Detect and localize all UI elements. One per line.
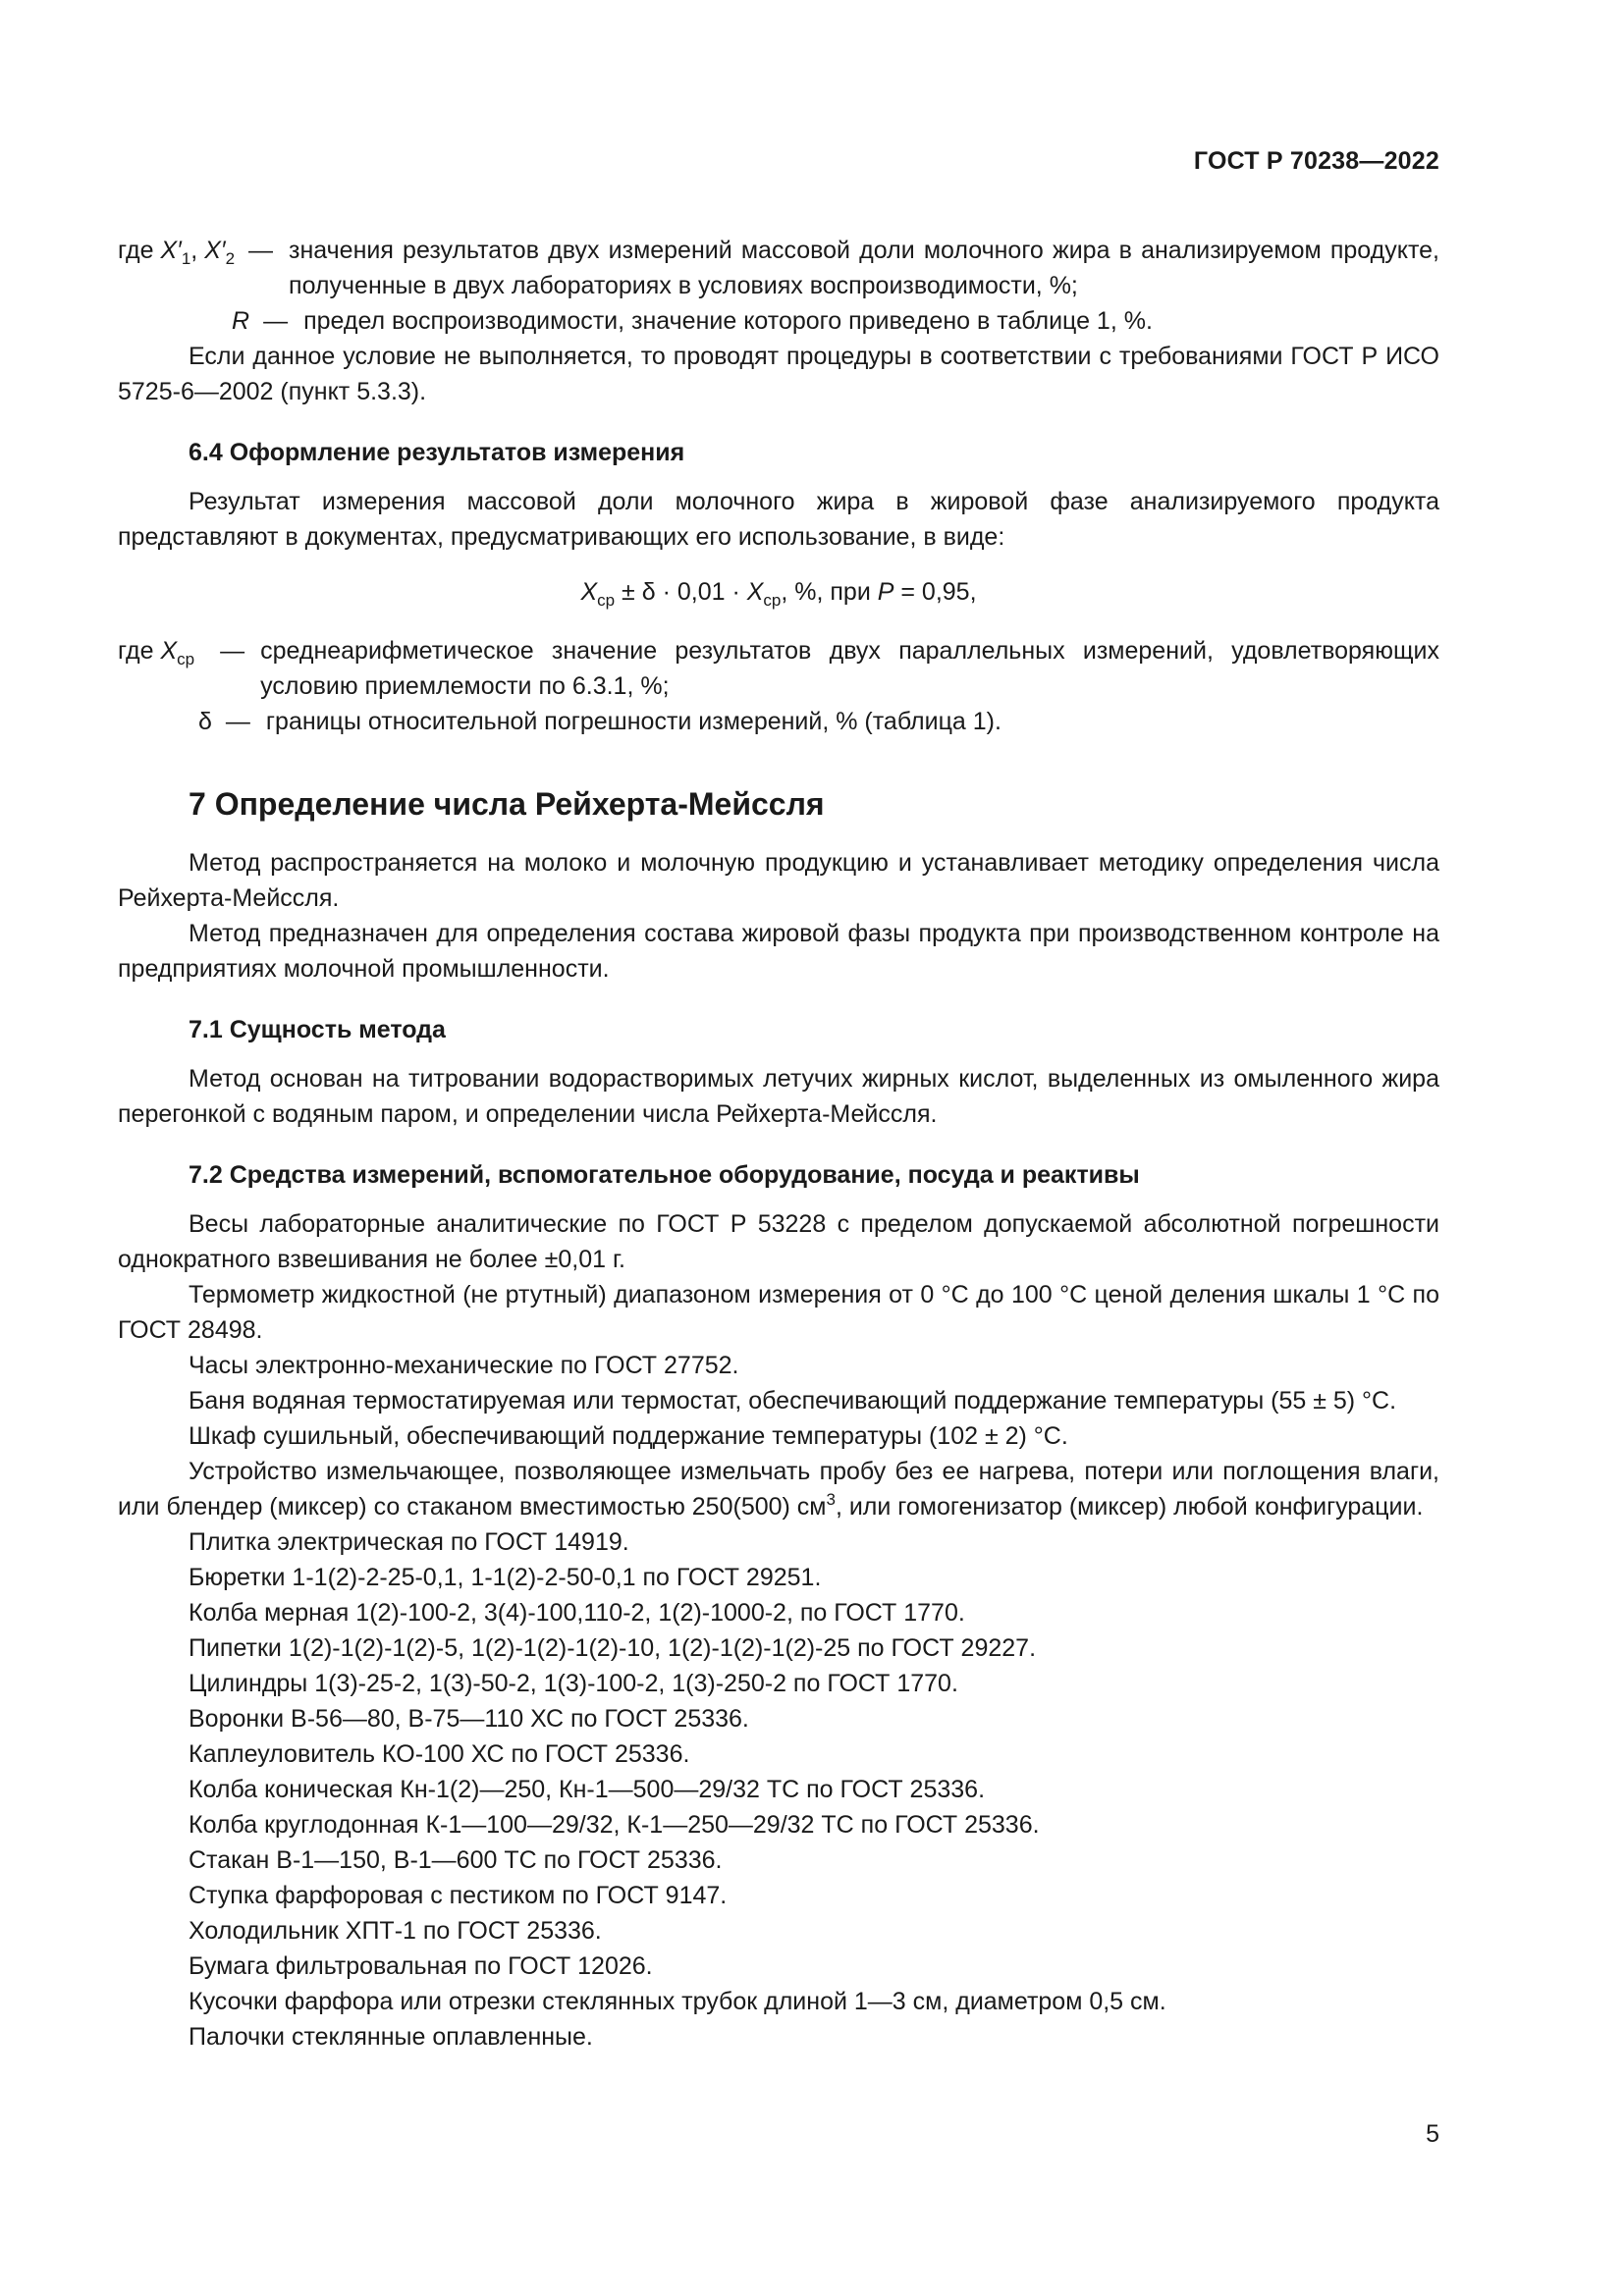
paragraph-thermometer: Термометр жидкостной (не ртутный) диапазоном измерения от 0 °С до 100 °С ценой деления шкалы 1 °С по ГОСТ 28498.: [118, 1281, 1439, 1344]
list-item: Кусочки фарфора или отрезки стеклянных трубок длиной 1—3 см, диаметром 0,5 см.: [189, 1988, 1166, 2015]
formula-result: $X_{ср} \pm \delta \cdot 0,01 \cdot X_{ср}$, %, при P = 0,95,: [580, 578, 977, 610]
list-item: Палочки стеклянные оплавленные.: [189, 2023, 593, 2051]
where-dash: —: [263, 307, 289, 335]
list-item: Колба мерная 1(2)-100-2, 3(4)-100,110-2, 1(2)-1000-2, по ГОСТ 1770.: [189, 1599, 965, 1627]
where-text: значения результатов двух измерений массовой доли молочного жира в анализируемом продукте, полученные в двух лабораториях в условиях воспроизводимости, %;: [289, 237, 1439, 299]
list-item: Холодильник ХПТ-1 по ГОСТ 25336.: [189, 1917, 602, 1945]
list-item: Бумага фильтровальная по ГОСТ 12026.: [189, 1952, 653, 1980]
page-number: 5: [1426, 2120, 1439, 2148]
paragraph-grinder: Устройство измельчающее, позволяющее измельчать пробу без ее нагрева, потери или поглощения влаги, или блендер (миксер) со стаканом вместимостью 250(500) $см^3$, или гомогенизатор (миксер) любой конфигурации.: [118, 1458, 1439, 1521]
list-item: Пипетки 1(2)-1(2)-1(2)-5, 1(2)-1(2)-1(2)-10, 1(2)-1(2)-1(2)-25 по ГОСТ 29227.: [189, 1634, 1037, 1662]
where-dash: —: [220, 637, 245, 665]
where-label: где $X'_1$, $X'_2$: [118, 237, 236, 268]
paragraph-7-purpose: Метод предназначен для определения состава жировой фазы продукта при производственном контроле на предприятиях молочной промышленности.: [118, 920, 1439, 983]
where-label: δ: [198, 708, 212, 735]
paragraph-7-scope: Метод распространяется на молоко и молочную продукцию и устанавливает методику определения числа Рейхерта-Мейссля.: [118, 849, 1439, 912]
paragraph-condition: Если данное условие не выполняется, то проводят процедуры в соответствии с требованиями ГОСТ Р ИСО 5725-6—2002 (пункт 5.3.3).: [118, 343, 1439, 405]
paragraph-scales: Весы лабораторные аналитические по ГОСТ Р 53228 с пределом допускаемой абсолютной погрешности однократного взвешивания не более ±0,01 г.: [118, 1210, 1439, 1273]
page-content: [118, 233, 1439, 2055]
where-dash: —: [248, 237, 274, 264]
list-item: Бюретки 1-1(2)-2-25-0,1, 1-1(2)-2-50-0,1 по ГОСТ 29251.: [189, 1564, 822, 1591]
where-dash: —: [225, 708, 250, 735]
list-item: Стакан В-1—150, В-1—600 ТС по ГОСТ 25336.: [189, 1846, 723, 1874]
list-item: Воронки В-56—80, В-75—110 ХС по ГОСТ 25336.: [189, 1705, 749, 1733]
where-definition-xcp: [118, 633, 1439, 704]
where-definition-r: [118, 303, 1439, 339]
paragraph-drying-oven: Шкаф сушильный, обеспечивающий поддержание температуры (102 ± 2) °С.: [189, 1422, 1068, 1450]
where-text: границы относительной погрешности измерений, % (таблица 1).: [265, 708, 1001, 735]
where-label: где $X_{ср}$: [118, 637, 195, 668]
section-heading-7: 7 Определение числа Рейхерта-Мейссля: [189, 786, 825, 822]
list-item: Каплеуловитель КО-100 ХС по ГОСТ 25336.: [189, 1740, 690, 1768]
paragraph-water-bath: Баня водяная термостатируемая или термостат, обеспечивающий поддержание температуры (55 ± 5) °С.: [189, 1387, 1397, 1415]
list-item: Плитка электрическая по ГОСТ 14919.: [189, 1528, 629, 1556]
section-heading-6-4: 6.4 Оформление результатов измерения: [189, 439, 685, 466]
where-label: R: [232, 307, 250, 335]
section-heading-7-2: 7.2 Средства измерений, вспомогательное оборудование, посуда и реактивы: [189, 1161, 1140, 1189]
list-item: Ступка фарфоровая с пестиком по ГОСТ 9147.: [189, 1882, 728, 1909]
where-definition-x1-x2: [118, 233, 1439, 303]
paragraph-6-4: Результат измерения массовой доли молочного жира в жировой фазе анализируемого продукта представляют в документах, предусматривающих его использование, в виде:: [118, 488, 1439, 551]
paragraph-clock: Часы электронно-механические по ГОСТ 27752.: [189, 1352, 739, 1379]
equipment-list: [118, 1524, 1439, 2055]
where-text: среднеарифметическое значение результатов двух параллельных измерений, удовлетворяющих условию приемлемости по 6.3.1, %;: [260, 637, 1439, 700]
where-definition-delta: [118, 704, 1439, 739]
document-id-header: ГОСТ Р 70238—2022: [1193, 147, 1439, 175]
list-item: Колба коническая Кн-1(2)—250, Кн-1—500—29/32 ТС по ГОСТ 25336.: [189, 1776, 986, 1803]
paragraph-7-1: Метод основан на титровании водорастворимых летучих жирных кислот, выделенных из омыленного жира перегонкой с водяным паром, и определении числа Рейхерта-Мейссля.: [118, 1065, 1439, 1128]
section-heading-7-1: 7.1 Сущность метода: [189, 1016, 446, 1043]
list-item: Колба круглодонная К-1—100—29/32, К-1—250—29/32 ТС по ГОСТ 25336.: [189, 1811, 1040, 1839]
where-text: предел воспроизводимости, значение которого приведено в таблице 1, %.: [303, 307, 1153, 335]
list-item: Цилиндры 1(3)-25-2, 1(3)-50-2, 1(3)-100-2, 1(3)-250-2 по ГОСТ 1770.: [189, 1670, 958, 1697]
